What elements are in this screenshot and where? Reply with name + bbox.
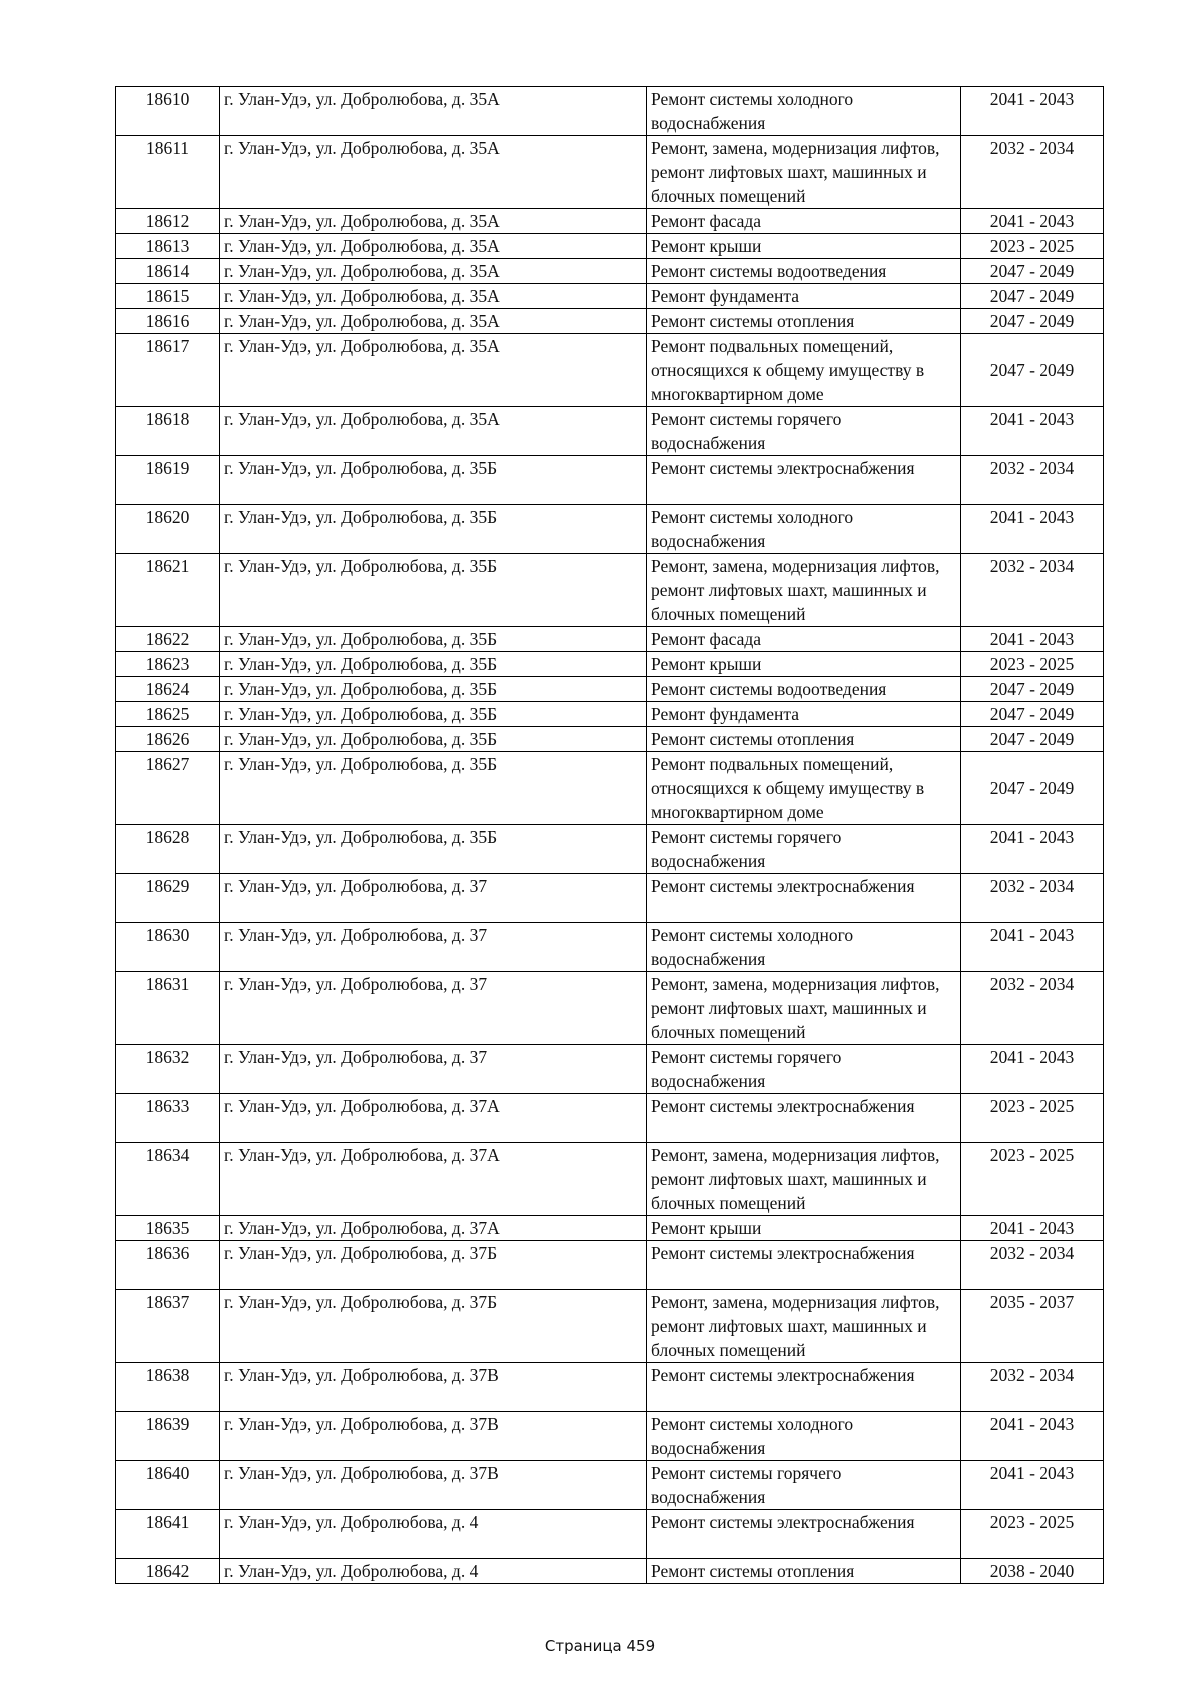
period-cell: 2032 - 2034 bbox=[961, 874, 1104, 923]
table-row bbox=[116, 652, 1104, 677]
row-number-cell: 18622 bbox=[116, 627, 220, 652]
work-type-cell: Ремонт системы горячего водоснабжения bbox=[647, 1461, 961, 1510]
row-number-cell: 18619 bbox=[116, 456, 220, 505]
period-cell: 2041 - 2043 bbox=[961, 923, 1104, 972]
row-number-cell: 18614 bbox=[116, 259, 220, 284]
row-number-cell: 18617 bbox=[116, 334, 220, 407]
row-number-cell: 18638 bbox=[116, 1363, 220, 1412]
period-cell: 2041 - 2043 bbox=[961, 1461, 1104, 1510]
address-cell: г. Улан-Удэ, ул. Добролюбова, д. 35А bbox=[220, 234, 647, 259]
period-cell: 2047 - 2049 bbox=[961, 309, 1104, 334]
row-number-cell: 18613 bbox=[116, 234, 220, 259]
address-cell: г. Улан-Удэ, ул. Добролюбова, д. 37 bbox=[220, 923, 647, 972]
table-row bbox=[116, 1510, 1104, 1559]
row-number-cell: 18629 bbox=[116, 874, 220, 923]
row-number-cell: 18615 bbox=[116, 284, 220, 309]
address-cell: г. Улан-Удэ, ул. Добролюбова, д. 4 bbox=[220, 1510, 647, 1559]
row-number-cell: 18634 bbox=[116, 1143, 220, 1216]
period-cell: 2041 - 2043 bbox=[961, 209, 1104, 234]
address-cell: г. Улан-Удэ, ул. Добролюбова, д. 37А bbox=[220, 1143, 647, 1216]
work-type-cell: Ремонт системы горячего водоснабжения bbox=[647, 407, 961, 456]
table-body bbox=[116, 87, 1104, 1584]
row-number-cell: 18626 bbox=[116, 727, 220, 752]
period-cell: 2041 - 2043 bbox=[961, 87, 1104, 136]
address-cell: г. Улан-Удэ, ул. Добролюбова, д. 37Б bbox=[220, 1290, 647, 1363]
period-cell: 2041 - 2043 bbox=[961, 1045, 1104, 1094]
address-cell: г. Улан-Удэ, ул. Добролюбова, д. 35Б bbox=[220, 752, 647, 825]
address-cell: г. Улан-Удэ, ул. Добролюбова, д. 35Б bbox=[220, 702, 647, 727]
work-type-cell: Ремонт системы горячего водоснабжения bbox=[647, 825, 961, 874]
table-row bbox=[116, 554, 1104, 627]
period-cell: 2047 - 2049 bbox=[961, 259, 1104, 284]
address-cell: г. Улан-Удэ, ул. Добролюбова, д. 35А bbox=[220, 334, 647, 407]
row-number-cell: 18633 bbox=[116, 1094, 220, 1143]
work-type-cell: Ремонт системы водоотведения bbox=[647, 677, 961, 702]
table-row bbox=[116, 1143, 1104, 1216]
work-type-cell: Ремонт подвальных помещений, относящихся к общему имуществу в многоквартирном доме bbox=[647, 334, 961, 407]
period-cell: 2032 - 2034 bbox=[961, 456, 1104, 505]
address-cell: г. Улан-Удэ, ул. Добролюбова, д. 37Б bbox=[220, 1241, 647, 1290]
address-cell: г. Улан-Удэ, ул. Добролюбова, д. 35Б bbox=[220, 825, 647, 874]
work-type-cell: Ремонт системы отопления bbox=[647, 727, 961, 752]
address-cell: г. Улан-Удэ, ул. Добролюбова, д. 35Б bbox=[220, 554, 647, 627]
table-row bbox=[116, 727, 1104, 752]
table-row bbox=[116, 234, 1104, 259]
address-cell: г. Улан-Удэ, ул. Добролюбова, д. 37В bbox=[220, 1461, 647, 1510]
table-row bbox=[116, 284, 1104, 309]
period-cell: 2032 - 2034 bbox=[961, 972, 1104, 1045]
period-cell: 2023 - 2025 bbox=[961, 234, 1104, 259]
table-row bbox=[116, 677, 1104, 702]
row-number-cell: 18639 bbox=[116, 1412, 220, 1461]
period-cell: 2041 - 2043 bbox=[961, 1216, 1104, 1241]
work-type-cell: Ремонт, замена, модернизация лифтов, ремонт лифтовых шахт, машинных и блочных помещений bbox=[647, 554, 961, 627]
address-cell: г. Улан-Удэ, ул. Добролюбова, д. 35Б bbox=[220, 627, 647, 652]
period-cell: 2023 - 2025 bbox=[961, 1094, 1104, 1143]
table-row bbox=[116, 1241, 1104, 1290]
work-type-cell: Ремонт системы электроснабжения bbox=[647, 456, 961, 505]
table-row bbox=[116, 1094, 1104, 1143]
work-type-cell: Ремонт системы отопления bbox=[647, 309, 961, 334]
period-cell: 2023 - 2025 bbox=[961, 1510, 1104, 1559]
table-row bbox=[116, 1216, 1104, 1241]
work-type-cell: Ремонт системы электроснабжения bbox=[647, 874, 961, 923]
work-type-cell: Ремонт крыши bbox=[647, 652, 961, 677]
table-row bbox=[116, 702, 1104, 727]
period-cell: 2041 - 2043 bbox=[961, 627, 1104, 652]
address-cell: г. Улан-Удэ, ул. Добролюбова, д. 35Б bbox=[220, 652, 647, 677]
table-row bbox=[116, 334, 1104, 407]
address-cell: г. Улан-Удэ, ул. Добролюбова, д. 35Б bbox=[220, 505, 647, 554]
address-cell: г. Улан-Удэ, ул. Добролюбова, д. 35А bbox=[220, 309, 647, 334]
period-cell: 2047 - 2049 bbox=[961, 677, 1104, 702]
period-cell: 2023 - 2025 bbox=[961, 652, 1104, 677]
table-row bbox=[116, 1559, 1104, 1584]
address-cell: г. Улан-Удэ, ул. Добролюбова, д. 4 bbox=[220, 1559, 647, 1584]
row-number-cell: 18620 bbox=[116, 505, 220, 554]
work-type-cell: Ремонт, замена, модернизация лифтов, ремонт лифтовых шахт, машинных и блочных помещений bbox=[647, 1290, 961, 1363]
row-number-cell: 18641 bbox=[116, 1510, 220, 1559]
row-number-cell: 18635 bbox=[116, 1216, 220, 1241]
address-cell: г. Улан-Удэ, ул. Добролюбова, д. 35А bbox=[220, 209, 647, 234]
row-number-cell: 18624 bbox=[116, 677, 220, 702]
address-cell: г. Улан-Удэ, ул. Добролюбова, д. 37В bbox=[220, 1412, 647, 1461]
table-row bbox=[116, 309, 1104, 334]
row-number-cell: 18612 bbox=[116, 209, 220, 234]
work-type-cell: Ремонт системы электроснабжения bbox=[647, 1094, 961, 1143]
work-type-cell: Ремонт системы холодного водоснабжения bbox=[647, 923, 961, 972]
period-cell: 2041 - 2043 bbox=[961, 505, 1104, 554]
period-cell: 2047 - 2049 bbox=[961, 284, 1104, 309]
address-cell: г. Улан-Удэ, ул. Добролюбова, д. 35А bbox=[220, 407, 647, 456]
row-number-cell: 18610 bbox=[116, 87, 220, 136]
table-row bbox=[116, 87, 1104, 136]
table-row bbox=[116, 627, 1104, 652]
table-row bbox=[116, 1461, 1104, 1510]
period-cell: 2041 - 2043 bbox=[961, 407, 1104, 456]
period-cell: 2047 - 2049 bbox=[961, 727, 1104, 752]
work-schedule-table bbox=[115, 86, 1104, 1584]
row-number-cell: 18636 bbox=[116, 1241, 220, 1290]
address-cell: г. Улан-Удэ, ул. Добролюбова, д. 37 bbox=[220, 1045, 647, 1094]
table-row bbox=[116, 923, 1104, 972]
period-cell: 2041 - 2043 bbox=[961, 825, 1104, 874]
table-row bbox=[116, 1363, 1104, 1412]
table-row bbox=[116, 505, 1104, 554]
work-type-cell: Ремонт фасада bbox=[647, 627, 961, 652]
table-row bbox=[116, 136, 1104, 209]
row-number-cell: 18625 bbox=[116, 702, 220, 727]
period-cell: 2041 - 2043 bbox=[961, 1412, 1104, 1461]
table-row bbox=[116, 209, 1104, 234]
page-number: Страница 459 bbox=[544, 1637, 656, 1655]
address-cell: г. Улан-Удэ, ул. Добролюбова, д. 35А bbox=[220, 259, 647, 284]
period-cell: 2038 - 2040 bbox=[961, 1559, 1104, 1584]
address-cell: г. Улан-Удэ, ул. Добролюбова, д. 37А bbox=[220, 1094, 647, 1143]
work-type-cell: Ремонт системы электроснабжения bbox=[647, 1510, 961, 1559]
table-row bbox=[116, 407, 1104, 456]
table-row bbox=[116, 456, 1104, 505]
work-type-cell: Ремонт, замена, модернизация лифтов, ремонт лифтовых шахт, машинных и блочных помещений bbox=[647, 972, 961, 1045]
row-number-cell: 18618 bbox=[116, 407, 220, 456]
address-cell: г. Улан-Удэ, ул. Добролюбова, д. 37А bbox=[220, 1216, 647, 1241]
table-row bbox=[116, 972, 1104, 1045]
work-type-cell: Ремонт фасада bbox=[647, 209, 961, 234]
table-row bbox=[116, 1045, 1104, 1094]
work-type-cell: Ремонт крыши bbox=[647, 1216, 961, 1241]
work-type-cell: Ремонт крыши bbox=[647, 234, 961, 259]
address-cell: г. Улан-Удэ, ул. Добролюбова, д. 35А bbox=[220, 87, 647, 136]
address-cell: г. Улан-Удэ, ул. Добролюбова, д. 35Б bbox=[220, 727, 647, 752]
address-cell: г. Улан-Удэ, ул. Добролюбова, д. 35Б bbox=[220, 677, 647, 702]
row-number-cell: 18621 bbox=[116, 554, 220, 627]
row-number-cell: 18637 bbox=[116, 1290, 220, 1363]
work-type-cell: Ремонт системы холодного водоснабжения bbox=[647, 505, 961, 554]
work-type-cell: Ремонт фундамента bbox=[647, 702, 961, 727]
row-number-cell: 18628 bbox=[116, 825, 220, 874]
work-type-cell: Ремонт системы горячего водоснабжения bbox=[647, 1045, 961, 1094]
period-cell: 2032 - 2034 bbox=[961, 1241, 1104, 1290]
address-cell: г. Улан-Удэ, ул. Добролюбова, д. 37 bbox=[220, 972, 647, 1045]
work-type-cell: Ремонт фундамента bbox=[647, 284, 961, 309]
work-type-cell: Ремонт подвальных помещений, относящихся к общему имуществу в многоквартирном доме bbox=[647, 752, 961, 825]
work-type-cell: Ремонт системы электроснабжения bbox=[647, 1241, 961, 1290]
work-type-cell: Ремонт, замена, модернизация лифтов, ремонт лифтовых шахт, машинных и блочных помещений bbox=[647, 136, 961, 209]
row-number-cell: 18642 bbox=[116, 1559, 220, 1584]
table-row bbox=[116, 1412, 1104, 1461]
row-number-cell: 18632 bbox=[116, 1045, 220, 1094]
row-number-cell: 18611 bbox=[116, 136, 220, 209]
work-type-cell: Ремонт системы водоотведения bbox=[647, 259, 961, 284]
table-row bbox=[116, 259, 1104, 284]
period-cell: 2023 - 2025 bbox=[961, 1143, 1104, 1216]
address-cell: г. Улан-Удэ, ул. Добролюбова, д. 35Б bbox=[220, 456, 647, 505]
table-row bbox=[116, 1290, 1104, 1363]
table-row bbox=[116, 752, 1104, 825]
address-cell: г. Улан-Удэ, ул. Добролюбова, д. 35А bbox=[220, 136, 647, 209]
period-cell: 2032 - 2034 bbox=[961, 554, 1104, 627]
work-type-cell: Ремонт системы холодного водоснабжения bbox=[647, 87, 961, 136]
row-number-cell: 18631 bbox=[116, 972, 220, 1045]
period-cell: 2047 - 2049 bbox=[961, 752, 1104, 825]
period-cell: 2047 - 2049 bbox=[961, 334, 1104, 407]
table-row bbox=[116, 825, 1104, 874]
row-number-cell: 18623 bbox=[116, 652, 220, 677]
period-cell: 2032 - 2034 bbox=[961, 136, 1104, 209]
period-cell: 2032 - 2034 bbox=[961, 1363, 1104, 1412]
address-cell: г. Улан-Удэ, ул. Добролюбова, д. 35А bbox=[220, 284, 647, 309]
work-type-cell: Ремонт системы холодного водоснабжения bbox=[647, 1412, 961, 1461]
row-number-cell: 18627 bbox=[116, 752, 220, 825]
row-number-cell: 18630 bbox=[116, 923, 220, 972]
address-cell: г. Улан-Удэ, ул. Добролюбова, д. 37 bbox=[220, 874, 647, 923]
work-type-cell: Ремонт, замена, модернизация лифтов, ремонт лифтовых шахт, машинных и блочных помещений bbox=[647, 1143, 961, 1216]
row-number-cell: 18640 bbox=[116, 1461, 220, 1510]
period-cell: 2035 - 2037 bbox=[961, 1290, 1104, 1363]
work-type-cell: Ремонт системы отопления bbox=[647, 1559, 961, 1584]
work-type-cell: Ремонт системы электроснабжения bbox=[647, 1363, 961, 1412]
table-row bbox=[116, 874, 1104, 923]
address-cell: г. Улан-Удэ, ул. Добролюбова, д. 37В bbox=[220, 1363, 647, 1412]
period-cell: 2047 - 2049 bbox=[961, 702, 1104, 727]
row-number-cell: 18616 bbox=[116, 309, 220, 334]
